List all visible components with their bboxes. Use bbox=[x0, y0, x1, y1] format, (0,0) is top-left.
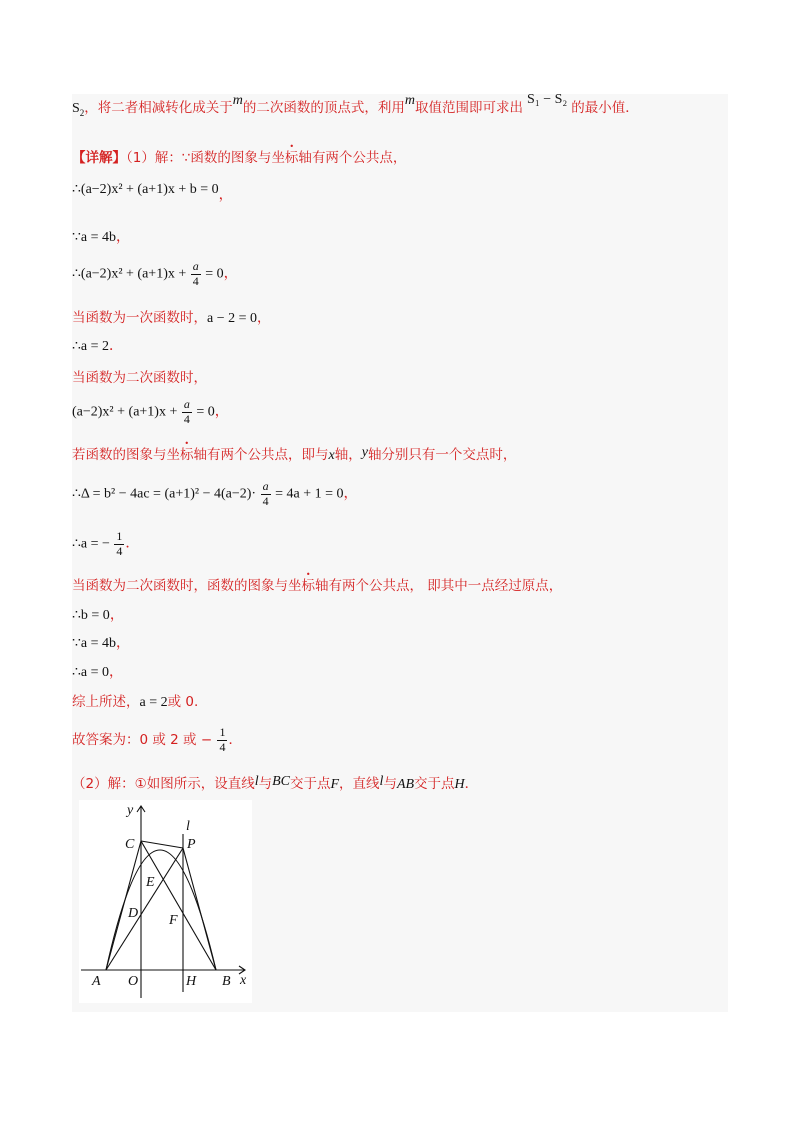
condition-text-1: 若函数的图象与 bbox=[72, 447, 167, 463]
linear-case-line bbox=[72, 312, 271, 326]
intro-text-4: 的最小值． bbox=[571, 100, 639, 116]
equation-1-text: ∴(a−2)x² + (a+1)x + b = 0 bbox=[72, 182, 219, 197]
part-2-text-2: 与 bbox=[258, 776, 273, 792]
fraction-denominator: 4 bbox=[219, 739, 226, 754]
equation-2-text: ∵a = 4b bbox=[72, 230, 117, 245]
comma: ， bbox=[223, 265, 238, 282]
period: ． bbox=[109, 338, 124, 354]
equation-3 bbox=[72, 260, 238, 289]
intro-line bbox=[72, 92, 639, 118]
var-y: y bbox=[361, 445, 368, 460]
b-equals-0: ∴b = 0 bbox=[72, 608, 110, 623]
comma: ， bbox=[116, 635, 131, 651]
dotted-emphasis: 坐标轴 bbox=[288, 578, 329, 594]
segment-ab: AB bbox=[396, 777, 415, 792]
fraction-1-over-4 bbox=[114, 530, 124, 559]
fraction-numerator: 1 bbox=[219, 725, 226, 739]
fraction-numerator: a bbox=[262, 479, 269, 493]
quadratic-case-2-line bbox=[72, 580, 562, 594]
segment-cp bbox=[141, 841, 183, 848]
line-l-2: l bbox=[379, 774, 384, 789]
var-m: m bbox=[232, 93, 243, 108]
answer-text: 故答案为：0 或 2 或 − bbox=[72, 731, 213, 748]
parabola-diagram bbox=[79, 800, 252, 1003]
point-h: H bbox=[454, 777, 465, 792]
intro-text-3: 取值范围即可求出 bbox=[415, 100, 524, 116]
a-equals-0-line bbox=[72, 665, 123, 680]
detail-text-1: （1）解：∵函数的图象与 bbox=[126, 150, 272, 166]
summary-equation: a = 2 bbox=[139, 695, 168, 710]
fraction-denominator: 4 bbox=[116, 543, 123, 558]
summary-line bbox=[72, 696, 198, 710]
label-b: B bbox=[222, 974, 231, 989]
fraction-denominator: 4 bbox=[262, 493, 269, 508]
fraction-denominator: 4 bbox=[183, 411, 190, 426]
var-m-2: m bbox=[404, 93, 416, 108]
fraction-a-over-4-b bbox=[182, 398, 192, 427]
intro-text-1: ，将二者相减转化成关于 bbox=[84, 100, 233, 116]
detail-tag: 【详解】 bbox=[72, 150, 126, 166]
label-a: A bbox=[92, 974, 101, 989]
comma: ， bbox=[257, 310, 271, 326]
linear-equation: a − 2 = 0 bbox=[207, 311, 258, 326]
label-c: C bbox=[125, 837, 135, 852]
comma: ， bbox=[214, 403, 229, 420]
a-equals-4b-line bbox=[72, 636, 130, 651]
segment-pb bbox=[183, 848, 216, 970]
segment-cb bbox=[141, 841, 216, 970]
equation-4 bbox=[72, 398, 229, 427]
discriminant-left: ∴Δ = b² − 4ac = (a+1)² − 4(a−2)· bbox=[72, 486, 257, 502]
a-negative-quarter-line bbox=[72, 530, 139, 559]
discriminant-line bbox=[72, 480, 357, 509]
part-2-text-4: ，直线 bbox=[339, 776, 380, 792]
parabola-figure bbox=[79, 800, 252, 1003]
fraction-a-over-4 bbox=[191, 260, 201, 289]
point-f: F bbox=[330, 777, 340, 792]
fraction-denominator: 4 bbox=[192, 273, 199, 288]
period: ． bbox=[464, 776, 479, 792]
s2-subscript: 2 bbox=[79, 107, 85, 118]
comma: ， bbox=[116, 229, 131, 245]
a-equals-4b: ∵a = 4b bbox=[72, 636, 117, 651]
label-l: l bbox=[186, 819, 190, 834]
quadratic-case-text: 当函数为二次函数时， bbox=[72, 370, 207, 386]
dotted-emphasis: 坐标轴 bbox=[271, 150, 312, 166]
equation-3-right: = 0 bbox=[205, 266, 224, 282]
part-2-text-6: 交于点 bbox=[414, 776, 455, 792]
label-h: H bbox=[186, 974, 197, 989]
period: ． bbox=[228, 731, 242, 748]
label-x: x bbox=[240, 973, 247, 988]
label-o: O bbox=[128, 974, 139, 989]
label-f: F bbox=[169, 913, 178, 928]
part-2-text-1: （2）解：①如图所示，设直线 bbox=[72, 776, 255, 792]
label-p: P bbox=[187, 837, 196, 852]
comma: ， bbox=[343, 485, 358, 502]
segment-bc: BC bbox=[272, 774, 290, 789]
detail-line bbox=[72, 152, 406, 166]
a-equals-2-line bbox=[72, 339, 123, 354]
a-negative-left: ∴a = − bbox=[72, 536, 110, 552]
fraction-numerator: a bbox=[183, 397, 190, 411]
line-l: l bbox=[254, 774, 259, 789]
fraction-numerator: 1 bbox=[116, 529, 123, 543]
label-d: D bbox=[128, 906, 139, 921]
a-equals-0: ∴a = 0 bbox=[72, 665, 110, 680]
condition-text-3: 轴， bbox=[334, 447, 362, 463]
answer-fraction bbox=[217, 726, 227, 755]
equation-4-right: = 0 bbox=[196, 404, 215, 420]
s2-symbol: S bbox=[72, 101, 80, 116]
period: ． bbox=[125, 535, 140, 552]
part-2-text-5: 与 bbox=[383, 776, 397, 792]
quadratic-case-2-text-1: 当函数为二次函数时，函数的图象与 bbox=[72, 578, 288, 594]
comma: ， bbox=[109, 664, 124, 680]
label-e: E bbox=[146, 875, 155, 890]
condition-text-4: 轴分别只有一个交点时， bbox=[367, 447, 517, 463]
var-x: x bbox=[328, 448, 335, 463]
answer-line bbox=[72, 726, 242, 755]
dotted-emphasis: 坐标轴 bbox=[166, 447, 207, 463]
comma: ， bbox=[109, 607, 124, 623]
b-equals-0-line bbox=[72, 608, 124, 623]
s1-minus-s2: S₁ − S₂ bbox=[527, 92, 568, 107]
equation-1 bbox=[72, 182, 233, 203]
quadratic-case-line bbox=[72, 372, 207, 386]
intro-text-2: 的二次函数的顶点式，利用 bbox=[242, 100, 405, 116]
comma: ， bbox=[218, 187, 233, 203]
detail-text-2: 有两个公共点， bbox=[311, 150, 407, 166]
segment-ap bbox=[106, 848, 183, 970]
fraction-numerator: a bbox=[192, 259, 199, 273]
part-2-line bbox=[72, 774, 479, 792]
condition-text-2: 有两个公共点，即与 bbox=[207, 447, 329, 463]
equation-3-left: ∴(a−2)x² + (a+1)x + bbox=[72, 266, 187, 282]
fraction-a-over-4-c bbox=[261, 480, 271, 509]
quadratic-case-2-text-2: 有两个公共点， 即其中一点经过原点， bbox=[328, 578, 563, 594]
part-2-text-3: 交于点 bbox=[289, 776, 331, 792]
a-equals-2: ∴a = 2 bbox=[72, 339, 110, 354]
summary-tail: 或 0. bbox=[167, 694, 199, 710]
linear-case-text: 当函数为一次函数时， bbox=[72, 310, 207, 326]
summary-text: 综上所述， bbox=[72, 694, 140, 710]
condition-line bbox=[72, 445, 517, 463]
label-y: y bbox=[127, 803, 134, 818]
equation-4-left: (a−2)x² + (a+1)x + bbox=[72, 404, 178, 420]
equation-2 bbox=[72, 230, 130, 245]
discriminant-right: = 4a + 1 = 0 bbox=[275, 486, 344, 502]
